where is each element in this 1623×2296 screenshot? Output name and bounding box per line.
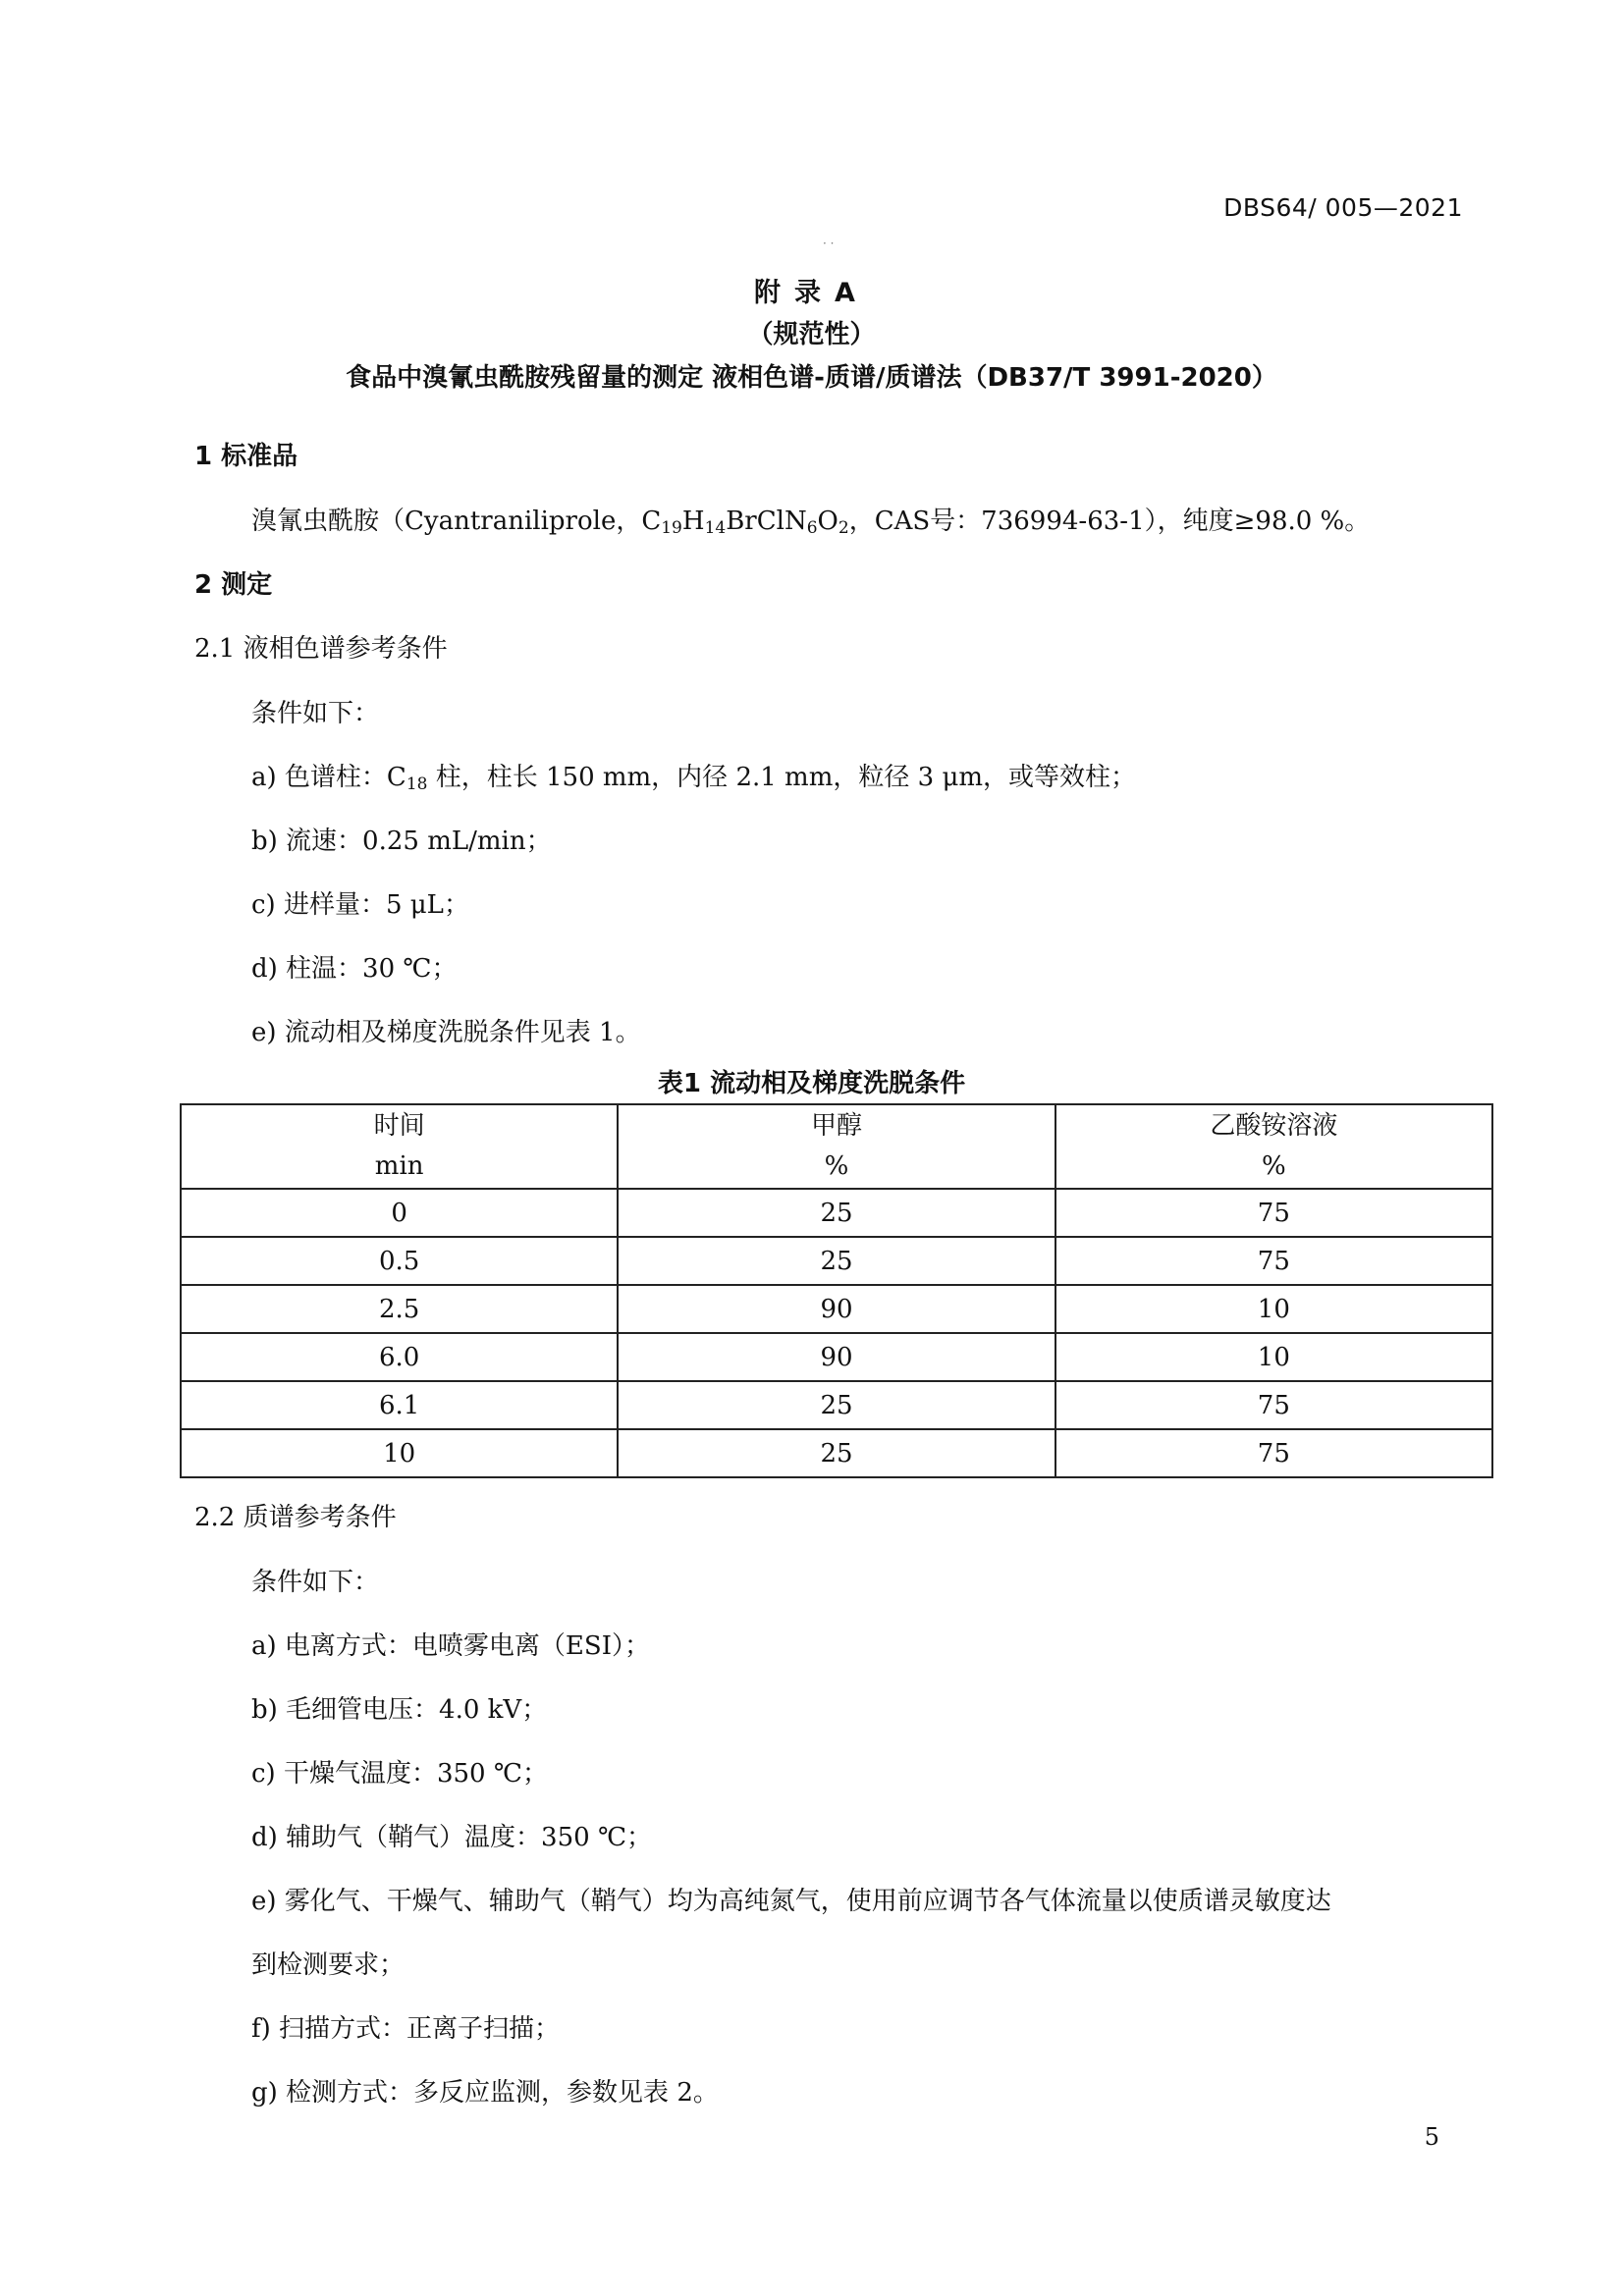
appendix-normative: （规范性） bbox=[747, 320, 876, 349]
lc-item-c: c) 进样量：5 μL； bbox=[251, 890, 469, 920]
table-cell: 25 bbox=[618, 1429, 1055, 1477]
lc-item-e: e) 流动相及梯度洗脱条件见表 1。 bbox=[251, 1018, 641, 1047]
lc-intro: 条件如下： bbox=[251, 699, 380, 728]
page-number: 5 bbox=[1424, 2123, 1439, 2151]
ms-item-c: c) 干燥气温度：350 ℃； bbox=[251, 1759, 548, 1789]
lc-item-a: a) 色谱柱：$C_{18}$ 柱，柱长 150 mm，内径 2.1 mm，粒径 3 μm，或等效柱； bbox=[251, 763, 1136, 794]
table-cell: 6.0 bbox=[181, 1333, 618, 1381]
lc-item-d: d) 柱温：30 ℃； bbox=[251, 954, 458, 984]
gradient-table bbox=[180, 1103, 1493, 1478]
appendix-title: 附录A bbox=[754, 278, 869, 308]
table-cell: 10 bbox=[1055, 1285, 1492, 1333]
table-caption: 表1 流动相及梯度洗脱条件 bbox=[657, 1069, 966, 1098]
table-cell: 25 bbox=[618, 1381, 1055, 1429]
section-2-heading: 2 测定 bbox=[194, 570, 273, 600]
table-cell: 10 bbox=[181, 1429, 618, 1477]
table-header-row bbox=[181, 1104, 1492, 1189]
table-cell: 0.5 bbox=[181, 1237, 618, 1285]
table-cell: 90 bbox=[618, 1333, 1055, 1381]
table-row bbox=[181, 1285, 1492, 1333]
header-cell: 甲醇 % bbox=[618, 1104, 1055, 1189]
table-row bbox=[181, 1429, 1492, 1477]
appendix-main-title: 食品中溴氰虫酰胺残留量的测定 液相色谱-质谱/质谱法（DB37/T 3991-2020） bbox=[346, 363, 1277, 393]
ms-item-a: a) 电离方式：电喷雾电离（ESI）； bbox=[251, 1631, 650, 1661]
ms-item-f: f) 扫描方式：正离子扫描； bbox=[251, 2014, 561, 2044]
ms-intro: 条件如下： bbox=[251, 1568, 380, 1597]
ms-conditions-heading: 2.2 质谱参考条件 bbox=[194, 1503, 397, 1532]
table-cell: 75 bbox=[1055, 1429, 1492, 1477]
table-cell: 2.5 bbox=[181, 1285, 618, 1333]
ms-item-e: e) 雾化气、干燥气、辅助气（鞘气）均为高纯氮气，使用前应调节各气体流量以使质谱灵敏度达 bbox=[251, 1887, 1331, 1916]
table-cell: 25 bbox=[618, 1237, 1055, 1285]
table-cell: 75 bbox=[1055, 1381, 1492, 1429]
table-row bbox=[181, 1381, 1492, 1429]
table-cell: 10 bbox=[1055, 1333, 1492, 1381]
ms-item-b: b) 毛细管电压：4.0 kV； bbox=[251, 1695, 548, 1725]
standard-code: DBS64/ 005—2021 bbox=[1223, 193, 1463, 222]
table-row bbox=[181, 1333, 1492, 1381]
table-cell: 25 bbox=[618, 1189, 1055, 1237]
table-row bbox=[181, 1237, 1492, 1285]
header-dots: · · bbox=[823, 237, 835, 250]
lc-item-b: b) 流速：0.25 mL/min； bbox=[251, 827, 552, 856]
ms-item-d: d) 辅助气（鞘气）温度：350 ℃； bbox=[251, 1823, 653, 1852]
lc-conditions-heading: 2.1 液相色谱参考条件 bbox=[194, 634, 448, 664]
ms-item-g: g) 检测方式：多反应监测，参数见表 2。 bbox=[251, 2078, 719, 2108]
table-row bbox=[181, 1189, 1492, 1237]
header-cell: 乙酸铵溶液 % bbox=[1055, 1104, 1492, 1189]
ms-item-e-continued: 到检测要求； bbox=[251, 1950, 406, 1980]
standard-substance-text: 溴氰虫酰胺（Cyantraniliprole，$C_{19}H_{14}BrClN_6O_2$，CAS号：736994-63-1），纯度≥98.0 %。 bbox=[251, 507, 1371, 538]
table-cell: 6.1 bbox=[181, 1381, 618, 1429]
table-cell: 75 bbox=[1055, 1189, 1492, 1237]
section-1-heading: 1 标准品 bbox=[194, 442, 298, 471]
table-cell: 75 bbox=[1055, 1237, 1492, 1285]
table-cell: 0 bbox=[181, 1189, 618, 1237]
header-cell: 时间 min bbox=[181, 1104, 618, 1189]
table-cell: 90 bbox=[618, 1285, 1055, 1333]
